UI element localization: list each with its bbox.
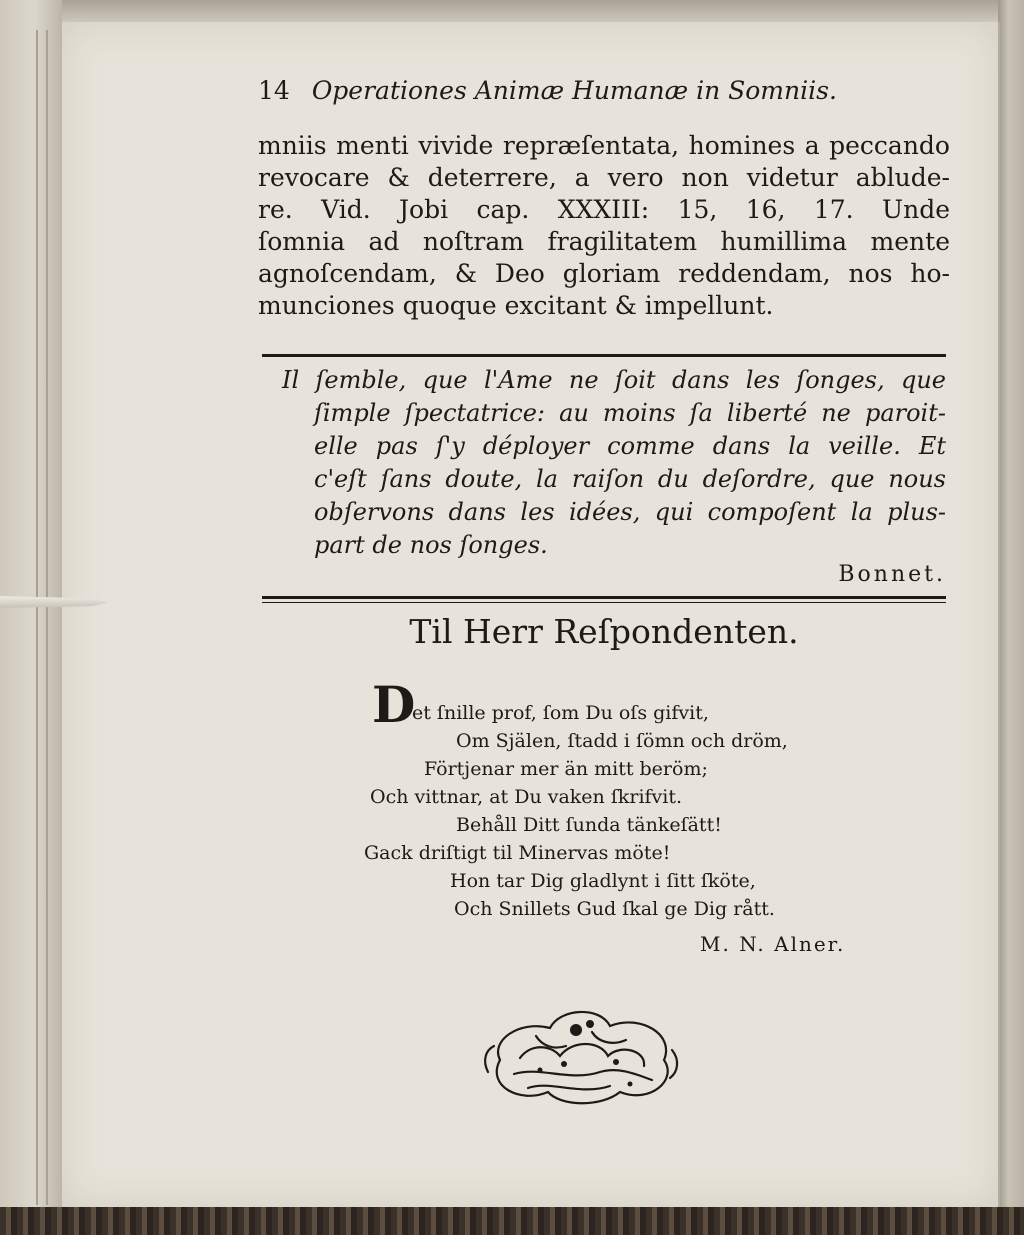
latin-line: munciones quoque excitant & impellunt. — [258, 291, 774, 320]
rule-above-quote — [262, 354, 946, 357]
poem-line: Behåll Ditt ſunda tänkeſätt! — [456, 814, 722, 836]
latin-paragraph — [258, 130, 950, 322]
latin-line: mniis menti vivide repræſentata, homines a peccando — [258, 131, 950, 160]
quote-line: c'eſt ſans doute, la raiſon du deſordre, que nous — [314, 465, 946, 493]
quote-signature: Bonnet. — [838, 562, 946, 587]
latin-line: revocare & deterrere, a vero non videtur ablude- — [258, 163, 950, 192]
latin-line: agnoſcendam, & Deo gloriam reddendam, nos ho- — [258, 259, 950, 288]
running-head — [258, 76, 948, 112]
latin-line: re. Vid. Jobi cap. XXXIII: 15, 16, 17. Unde — [258, 195, 950, 224]
quote-line: ſimple ſpectatrice: au moins ſa liberté ne paroit- — [314, 399, 946, 427]
quote-line: elle pas ſ'y déployer comme dans la veille. Et — [314, 432, 946, 460]
quote-line: obſervons dans les idées, qui compoſent la plus- — [314, 498, 946, 526]
quote-line: part de nos ſonges. — [314, 531, 548, 559]
scan-right-edge — [998, 0, 1024, 1235]
poem-line: et ſnille prof, ſom Du oſs gifvit, — [412, 702, 709, 724]
poem-line: Gack driſtigt til Minervas möte! — [364, 842, 671, 864]
facing-page-edge — [0, 0, 62, 1235]
rule-below-quote-thick — [262, 596, 946, 599]
scan-top-edge — [0, 0, 1024, 22]
drop-cap: D — [372, 675, 416, 734]
poem-title: Til Herr Reſpondenten. — [409, 612, 799, 651]
french-quote — [282, 364, 946, 562]
poem-line: Förtjenar mer än mitt beröm; — [424, 758, 708, 780]
rule-below-quote-thin — [262, 602, 946, 603]
latin-line: ſomnia ad noſtram fragilitatem humillima mente — [258, 227, 950, 256]
quote-line: Il ſemble, que l'Ame ne ſoit dans les ſonges, que — [282, 366, 946, 394]
poem-line: Och vittnar, at Du vaken ſkrifvit. — [370, 786, 683, 808]
running-head-title: Operationes Animæ Humanæ in Somniis. — [311, 76, 837, 105]
page-number: 14 — [258, 76, 290, 105]
scan-bottom-edge — [0, 1207, 1024, 1235]
poem-signature: M. N. Alner. — [700, 932, 846, 956]
poem-line: Och Snillets Gud ſkal ge Dig rått. — [454, 898, 775, 920]
poem-line: Om Själen, ſtadd i ſömn och dröm, — [456, 730, 788, 752]
vignette-ornament — [480, 1000, 680, 1110]
poem-line: Hon tar Dig gladlynt i ſitt ſköte, — [450, 870, 756, 892]
